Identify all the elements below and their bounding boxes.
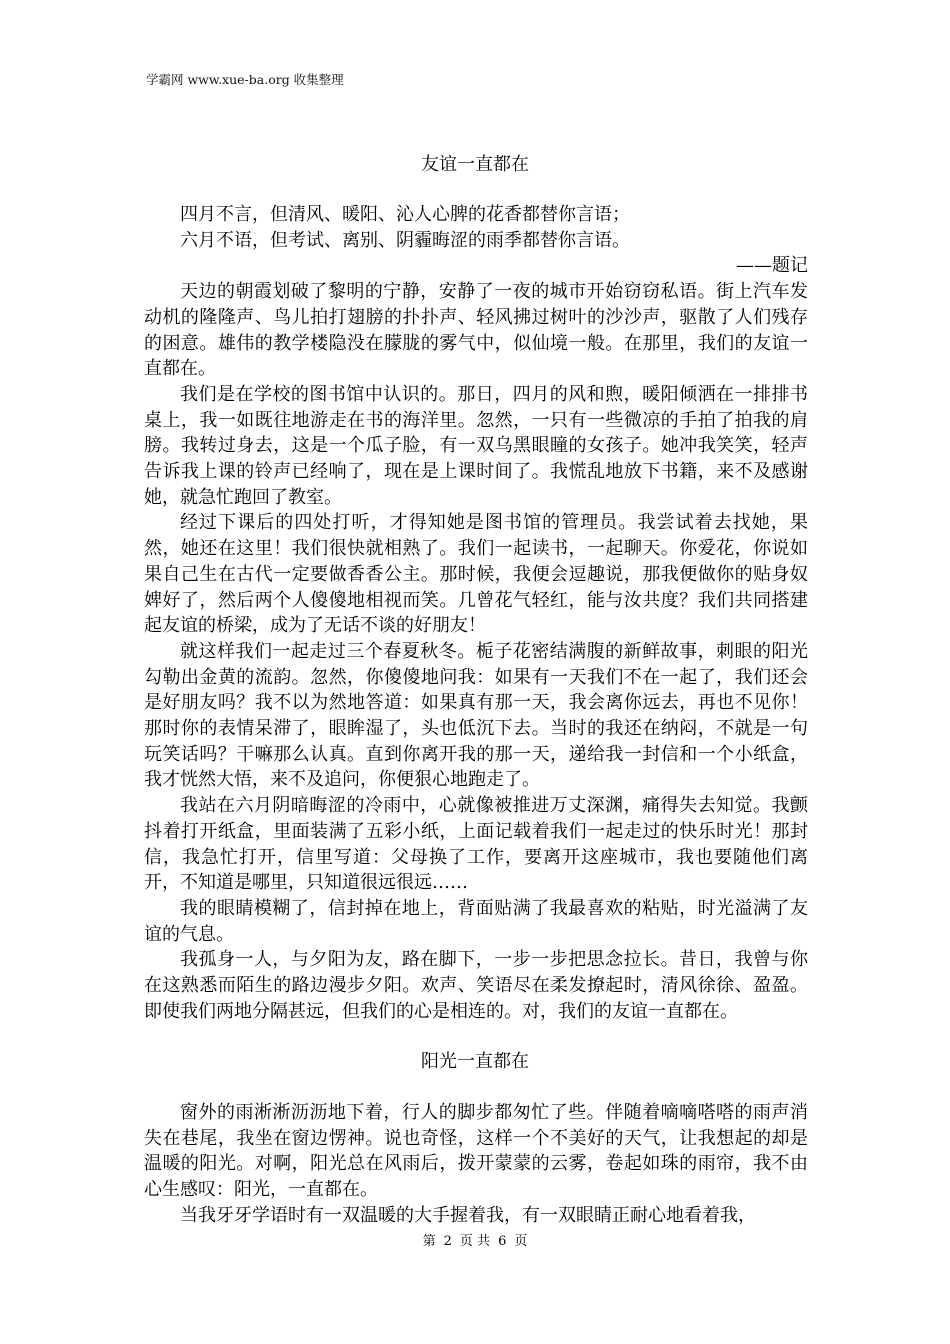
epigraph-line: 六月不语，但考试、离别、阴霾晦涩的雨季都替你言语。 (180, 229, 630, 251)
footer-suffix: 页 (514, 1234, 528, 1249)
epigraph-signature: ——题记 (736, 255, 808, 277)
page-footer (0, 1230, 950, 1249)
paragraph: 窗外的雨淅淅沥沥地下着，行人的脚步都匆忙了些。伴随着嘀嘀嗒嗒的雨声消失在巷尾，我坐在窗边愣神。说也奇怪，这样一个不美好的天气，让我想起的却是温暖的阳光。对啊，阳光总在风雨后，拨开蒙蒙的云雾，卷起如珠的雨帘，我不由心生感叹：阳光，一直都在。 (144, 1102, 808, 1201)
article-body (144, 202, 808, 1025)
article-body (144, 1100, 808, 1229)
paragraph: 我们是在学校的图书馆中认识的。那日，四月的风和煦，暖阳倾洒在一排排书桌上，我一如既往地游走在书的海洋里。忽然，一只有一些微凉的手拍了拍我的肩膀。我转过身去，这是一个瓜子脸，有一双乌黑眼瞳的女孩子。她冲我笑笑，轻声告诉我上课的铃声已经响了，现在是上课时间了。我慌乱地放下书籍，来不及感谢她，就急忙跑回了教室。 (144, 383, 808, 508)
page-header: 学霸网 www.xue-ba.org 收集整理 (146, 72, 344, 87)
paragraph: 我的眼睛模糊了，信封掉在地上，背面贴满了我最喜欢的粘贴，时光溢满了友谊的气息。 (144, 897, 808, 945)
footer-prefix: 第 (422, 1234, 436, 1249)
page-total: 6 (498, 1234, 507, 1249)
page-number: 2 (443, 1234, 452, 1249)
paragraph: 就这样我们一起走过三个春夏秋冬。栀子花密结满腹的新鲜故事，刺眼的阳光勾勒出金黄的流韵。忽然，你傻傻地问我：如果有一天我们不在一起了，我们还会是好朋友吗？我不以为然地答道：如果真有那一天，我会离你远去，再也不见你！那时你的表情呆滞了，眼眸湿了，头也低沉下去。当时的我还在纳闷，不就是一句玩笑话吗？干嘛那么认真。直到你离开我的那一天，递给我一封信和一个小纸盒，我才恍然大悟，来不及追问，你便狠心地跑走了。 (144, 640, 808, 791)
footer-mid: 页 共 (459, 1234, 491, 1249)
paragraph: 我孤身一人，与夕阳为友，路在脚下，一步一步把思念拉长。昔日，我曾与你在这熟悉而陌生的路边漫步夕阳。欢声、笑语尽在柔发撩起时，清风徐徐、盈盈。即使我们两地分隔甚远，但我们的心是相连的。对，我们的友谊一直都在。 (144, 949, 808, 1022)
paragraph: 我站在六月阴暗晦涩的冷雨中，心就像被推进万丈深渊，痛得失去知觉。我颤抖着打开纸盒，里面装满了五彩小纸，上面记载着我们一起走过的快乐时光！那封信，我急忙打开，信里写道：父母换了工作，要离开这座城市，我也要随他们离开，不知道是哪里，只知道很远很远…… (144, 795, 808, 894)
paragraph: 天边的朝霞划破了黎明的宁静，安静了一夜的城市开始窃窃私语。街上汽车发动机的隆隆声、鸟儿拍打翅膀的扑扑声、轻风拂过树叶的沙沙声，驱散了人们残存的困意。雄伟的教学楼隐没在朦胧的雾气中，似仙境一般。在那里，我们的友谊一直都在。 (144, 281, 808, 380)
paragraph: 经过下课后的四处打听，才得知她是图书馆的管理员。我尝试着去找她，果然，她还在这里！我们很快就相熟了。我们一起读书，一起聊天。你爱花，你说如果自己生在古代一定要做香香公主。那时候，我便会逗趣说，那我便做你的贴身奴婢好了，然后两个人傻傻地相视而笑。几曾花气轻红，能与汝共度？我们共同搭建起友谊的桥梁，成为了无话不谈的好朋友！ (144, 512, 808, 637)
epigraph-line: 四月不言，但清风、暖阳、沁人心脾的花香都替你言语； (180, 204, 630, 225)
article-title: 阳光一直都在 (421, 1051, 529, 1072)
paragraph: 当我牙牙学语时有一双温暖的大手握着我，有一双眼睛正耐心地看着我， (180, 1204, 756, 1226)
article-title: 友谊一直都在 (421, 154, 529, 175)
